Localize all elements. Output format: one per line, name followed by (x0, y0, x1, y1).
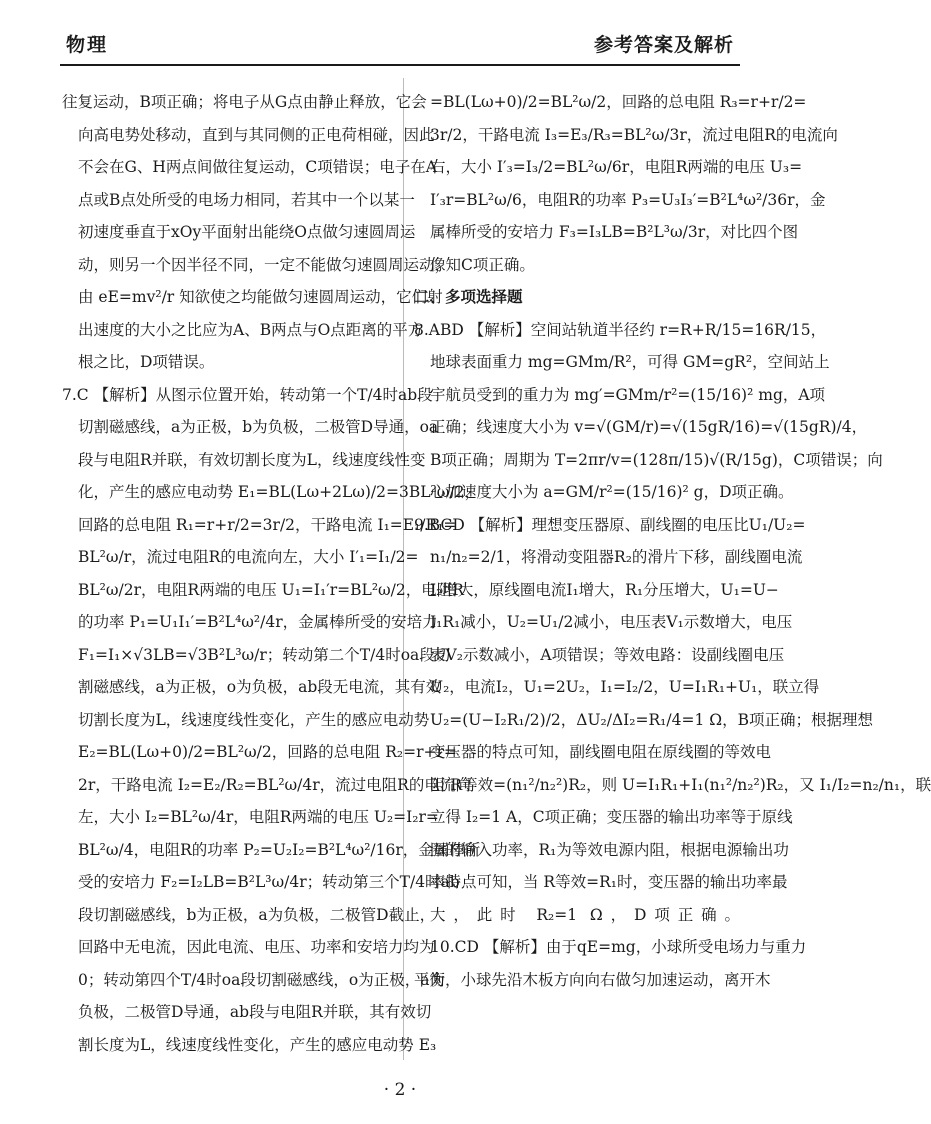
text-line: 的功率 P₁=U₁I₁′=B²L⁴ω²/4r，金属棒所受的安培力 (78, 613, 438, 631)
text-line: =BL(Lω+0)/2=BL²ω/2，回路的总电阻 R₃=r+r/2= (430, 93, 807, 111)
text-line: 10.CD 【解析】由于qE=mg，小球所受电场力与重力 (430, 938, 807, 956)
text-line: 受的安培力 F₂=I₂LB=B²L³ω/4r；转动第三个T/4时ab (78, 873, 460, 891)
text-line: 8.ABD 【解析】空间站轨道半径约 r=R+R/15=16R/15， (414, 320, 827, 339)
text-line: 圈的输入功率，R₁为等效电源内阻，根据电源输出功 (430, 840, 789, 859)
text-line: I₁R₁减小，U₂=U₁/2减小，电压表V₁示数增大，电压 (430, 613, 793, 631)
text-line: 段切割磁感线，b为正极，a为负极，二极管D截止， (78, 905, 436, 924)
text-line: 左，大小 I₂=BL²ω/4r，电阻R两端的电压 U₂=I₂r= (78, 808, 439, 826)
text-line: 平衡，小球先沿木板方向向右做匀加速运动，离开木 (414, 970, 771, 989)
text-line: 二、多项选择题 (414, 287, 523, 306)
text-line: 率特点可知，当 R等效=R₁时，变压器的输出功率最 (430, 873, 788, 891)
text-line: 负极，二极管D导通，ab段与电阻R并联，其有效切 (78, 1003, 432, 1021)
text-line: I₂增大，原线圈电流I₁增大，R₁分压增大，U₁=U− (430, 580, 779, 599)
text-line: E₂=BL(Lω+0)/2=BL²ω/2，回路的总电阻 R₂=r+r= (78, 743, 457, 761)
text-line: 右，大小 I′₃=I₃/2=BL²ω/6r，电阻R两端的电压 U₃= (430, 158, 803, 176)
subject-label: 物理 (66, 34, 109, 56)
text-line: 表V₂示数减小，A项错误；等效电路：设副线圈电压 (430, 645, 785, 664)
text-line: 切割长度为L，线速度线性变化，产生的感应电动势 (78, 710, 430, 729)
text-line: F₁=I₁×√3LB=√3B²L³ω/r；转动第二个T/4时oa段切 (78, 645, 451, 664)
text-line: 心加速度大小为 a=GM/r²=(15/16)² g，D项正确。 (430, 483, 794, 501)
text-line: U₂，电流I₂，U₁=2U₂，I₁=I₂/2，U=I₁R₁+U₁，联立得 (430, 678, 820, 696)
text-line: BL²ω/4，电阻R的功率 P₂=U₂I₂=B²L⁴ω²/16r，金属棒所 (78, 840, 481, 859)
page-header (0, 0, 800, 66)
text-line: 割长度为L，线速度线性变化，产生的感应电动势 E₃ (78, 1035, 437, 1054)
header-title: 参考答案及解析 (593, 34, 734, 56)
page-number: · 2 · (383, 1080, 417, 1100)
text-line: 立得 I₂=1 A，C项正确；变压器的输出功率等于原线 (430, 808, 793, 826)
text-line: U₂=(U−I₂R₁/2)/2，ΔU₂/ΔI₂=R₁/4=1 Ω，B项正确；根据理想 (430, 710, 873, 729)
text-line: 0；转动第四个T/4时oa段切割磁感线，o为正极，a为 (78, 970, 445, 989)
text-line: 向高电势处移动，直到与其同侧的正电荷相碰，因此 (78, 125, 435, 144)
text-line: 地球表面重力 mg=GMm/R²，可得 GM=gR²，空间站上 (430, 353, 830, 371)
header-rule (60, 64, 740, 66)
text-line: 点或B点处所受的电场力相同，若其中一个以某一 (78, 190, 415, 209)
text-line: 往复运动，B项正确；将电子从G点由静止释放，它会 (62, 93, 427, 111)
text-line: 出速度的大小之比应为A、B两点与O点距离的平方 (78, 320, 424, 339)
text-line: B项正确；周期为 T=2πr/v=(128π/15)√(R/15g)，C项错误；向 (430, 450, 883, 469)
text-line: 9.BCD 【解析】理想变压器原、副线圈的电压比U₁/U₂= (414, 515, 806, 534)
text-line: 属棒所受的安培力 F₃=I₃LB=B²L³ω/3r，对比四个图 (430, 223, 799, 241)
text-line: 回路的总电阻 R₁=r+r/2=3r/2，干路电流 I₁=E₁/R₁= (78, 515, 457, 534)
text-line: I′₃r=BL²ω/6，电阻R的功率 P₃=U₃I₃′=B²L⁴ω²/36r，金 (430, 190, 826, 209)
text-line: 像知C项正确。 (430, 255, 535, 274)
text-line: 正确；线速度大小为 v=√(GM/r)=√(15gR/16)=√(15gR)/4， (430, 418, 868, 436)
text-line: 初速度垂直于xOy平面射出能绕O点做匀速圆周运 (78, 223, 416, 241)
text-line: 切割磁感线，a为正极，b为负极，二极管D导通，oa (78, 418, 439, 436)
text-line: 回路中无电流，因此电流、电压、功率和安培力均为 (78, 938, 435, 956)
text-line: 变压器的特点可知，副线圈电阻在原线圈的等效电 (430, 743, 772, 761)
text-line: n₁/n₂=2/1，将滑动变阻器R₂的滑片下移，副线圈电流 (430, 548, 803, 566)
text-line: BL²ω/2r，电阻R两端的电压 U₁=I₁′r=BL²ω/2，电阻R (78, 580, 464, 599)
text-line: 由 eE=mv²/r 知欲使之均能做匀速圆周运动，它们射 (78, 288, 443, 306)
text-line: 2r，干路电流 I₂=E₂/R₂=BL²ω/4r，流过电阻R的电流向 (78, 775, 471, 794)
text-line: 动，则另一个因半径不同，一定不能做匀速圆周运动， (78, 255, 451, 274)
text-line: 割磁感线，a为正极，o为负极，ab段无电流，其有效 (78, 678, 442, 696)
text-line: 3r/2，干路电流 I₃=E₃/R₃=BL²ω/3r，流过电阻R的电流向 (430, 125, 838, 144)
text-line: 大，此时 R₂=1 Ω，D项正确。 (430, 905, 740, 924)
text-line: 宇航员受到的重力为 mg′=GMm/r²=(15/16)² mg，A项 (430, 385, 826, 404)
text-line: 不会在G、H两点间做往复运动，C项错误；电子在A (78, 158, 437, 176)
text-line: 阻 R等效=(n₁²/n₂²)R₂，则 U=I₁R₁+I₁(n₁²/n₂²)R₂，又 I₁/I₂=n₂/n₁，联 (430, 775, 931, 794)
text-line: 段与电阻R并联，有效切割长度为L，线速度线性变 (78, 450, 426, 469)
text-line: 化，产生的感应电动势 E₁=BL(Lω+2Lω)/2=3BL²ω/2， (78, 483, 480, 501)
text-line: 7.C 【解析】从图示位置开始，转动第一个T/4时ab段 (62, 385, 433, 404)
text-line: 根之比，D项错误。 (78, 353, 215, 371)
text-line: BL²ω/r，流过电阻R的电流向左，大小 I′₁=I₁/2= (78, 548, 419, 566)
right-column (414, 86, 931, 996)
